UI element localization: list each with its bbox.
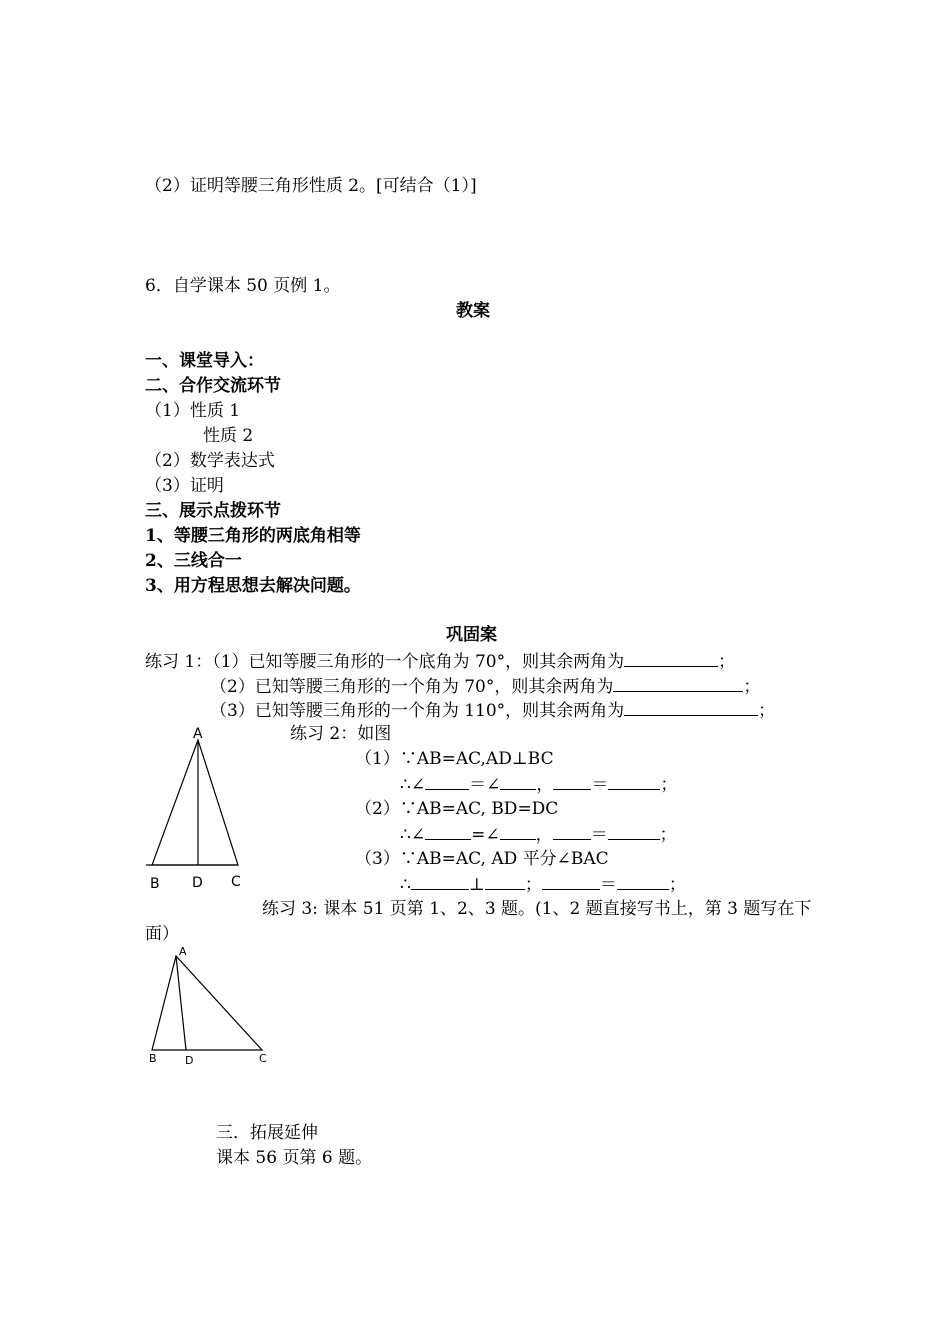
perpendicular-symbol: ⊥ [468,875,485,895]
answer-blank[interactable] [617,874,669,890]
label-d: D [192,875,203,891]
punctuation: ； [660,775,678,795]
punctuation: ； [743,677,761,697]
punctuation: ； [524,875,542,895]
punctuation: ； [718,652,736,672]
answer-blank[interactable] [500,774,536,790]
key-point-2: 2、三线合一 [145,551,242,571]
prove-property2-text: （2）证明等腰三角形性质 2。[可结合（1）] [145,176,477,196]
figure1-isosceles-triangle [140,722,260,892]
key-point-3: 3、用方程思想去解决问题。 [145,576,361,596]
answer-blank[interactable] [425,774,469,790]
segment-ad [176,956,186,1050]
property-1: （1）性质 1 [145,401,241,421]
label-c: C [231,874,241,890]
exercise1-question2: （2）已知等腰三角形的一个角为 70°，则其余两角为 [210,677,614,697]
label-a: A [179,945,187,958]
equals-symbol: = [471,825,486,845]
therefore-symbol: ∴ [400,775,411,795]
answer-blank[interactable] [553,824,591,840]
equals-symbol: ＝ [599,875,617,895]
equals-symbol: ＝ [469,775,487,795]
math-expression: （2）数学表达式 [145,451,275,471]
punctuation: ； [758,701,776,721]
extension-task: 课本 56 页第 6 题。 [216,1148,373,1168]
equals-symbol: ＝ [591,775,609,795]
label-d: D [185,1054,194,1067]
answer-blank[interactable] [624,700,758,716]
exercise1-question1: （1）已知等腰三角形的一个底角为 70°，则其余两角为 [212,652,625,672]
exercise1-line2 [210,676,760,697]
answer-blank[interactable] [613,676,743,692]
exercise1-line1 [145,651,735,672]
exercise2-condition3: （3）∵AB=AC, AD 平分∠BAC [355,849,609,869]
exercise2-label: 练习 2：如图 [290,724,392,744]
property-2: 性质 2 [203,426,254,446]
label-b: B [150,876,160,892]
self-study-text: 6．自学课本 50 页例 1。 [145,276,341,296]
triangle-abc [152,956,262,1050]
label-a: A [193,726,203,742]
exercise3-line2: 面） [145,924,179,944]
exercise3-line1: 练习 3: 课本 51 页第 1、2、3 题。(1、2 题直接写书上，第 3 题写在下 [262,899,812,919]
exercise2-condition2: （2）∵AB=AC, BD=DC [355,799,559,819]
angle-symbol: ∠ [486,775,501,795]
section-cooperation: 二、合作交流环节 [145,376,281,396]
label-c: C [259,1052,267,1065]
answer-blank[interactable] [411,874,469,890]
answer-blank[interactable] [425,824,471,840]
therefore-symbol: ∴ [400,875,411,895]
exercise1-question3: （3）已知等腰三角形的一个角为 110°，则其余两角为 [210,701,625,721]
angle-symbol: ∠ [410,775,426,795]
figure2-triangle [140,940,280,1070]
exercise1-label: 练习 1： [145,652,213,672]
proof-item: （3）证明 [145,476,224,496]
answer-blank[interactable] [608,774,660,790]
punctuation: ； [659,825,677,845]
extension-title: 三．拓展延伸 [216,1123,318,1143]
equals-symbol: ＝ [590,825,608,845]
answer-blank[interactable] [624,651,718,667]
exercise2-answer1 [400,774,677,795]
label-b: B [149,1052,157,1065]
answer-blank[interactable] [553,774,591,790]
exercise2-answer3 [400,874,686,895]
section-demonstration: 三、展示点拨环节 [145,501,281,521]
angle-symbol: ∠ [485,825,500,845]
exercise2-condition1: （1）∵AB=AC,AD⊥BC [355,749,554,769]
key-point-1: 1、等腰三角形的两底角相等 [145,526,361,546]
punctuation: ； [668,875,686,895]
triangle-abc [152,740,238,865]
consolidation-title: 巩固案 [446,625,497,645]
therefore-symbol: ∴ [400,825,411,845]
exercise1-line3 [210,700,775,721]
answer-blank[interactable] [485,874,525,890]
answer-blank[interactable] [542,874,600,890]
punctuation: ， [535,825,553,845]
punctuation: ， [536,775,554,795]
lesson-plan-title: 教案 [456,301,490,321]
exercise2-answer2 [400,824,677,845]
section-intro: 一、课堂导入： [145,351,264,371]
angle-symbol: ∠ [410,825,426,845]
answer-blank[interactable] [500,824,536,840]
answer-blank[interactable] [608,824,660,840]
